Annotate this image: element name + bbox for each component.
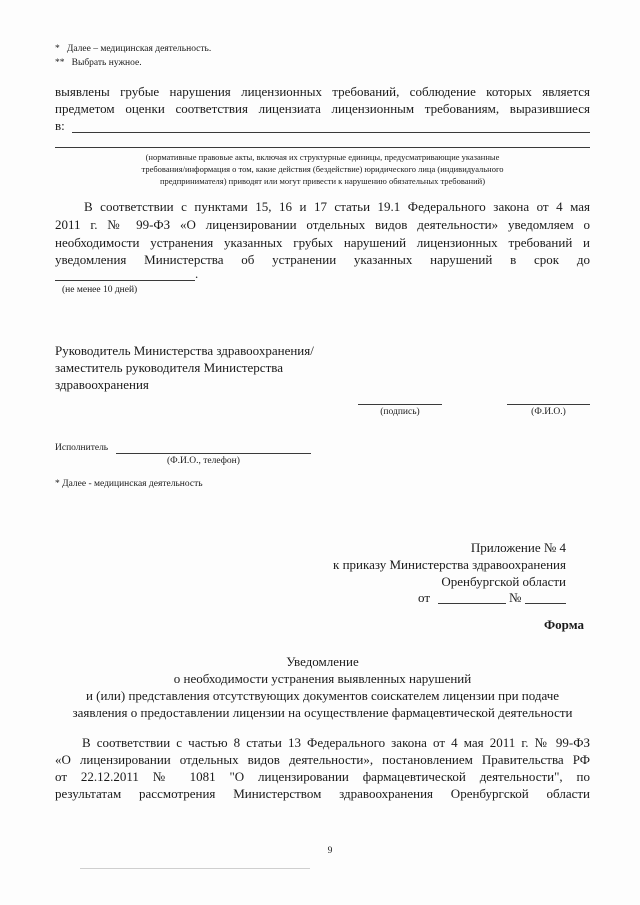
notice-title: Уведомление [286, 654, 359, 669]
para3-line4: результатам рассмотрения Министерством здравоохранения Оренбургской области [55, 786, 590, 801]
para2-line4: уведомления Министерства об устранении указанных нарушений в срок до [55, 252, 590, 267]
appendix-line1: Приложение № 4 [470, 540, 566, 555]
appendix-date-line [438, 603, 506, 604]
footnote-bottom: * Далее - медицинская деятельность [55, 479, 203, 489]
executor-line [116, 453, 311, 454]
head-line2: заместитель руководителя Министерства [55, 360, 283, 375]
signature-line [358, 404, 442, 405]
footnote-medical: * Далее – медицинская деятельность. [55, 44, 212, 54]
para1-line2: предметом оценки соответствия лицензиата лицензионным требованиям, выразившиеся [55, 101, 590, 116]
deadline-period: . [195, 266, 199, 281]
fio-label: (Ф.И.О.) [531, 407, 566, 417]
notice-subtitle-line1: о необходимости устранения выявленных нарушений [173, 671, 472, 686]
head-line1: Руководитель Министерства здравоохранения/ [55, 343, 314, 358]
violations-blank-line [72, 132, 590, 133]
para1-line1: выявлены грубые нарушения лицензионных требований, соблюдение которых является [55, 84, 590, 99]
violations-blank-line-2 [55, 147, 590, 148]
footnote-choose: ** Выбрать нужное. [55, 58, 142, 68]
deadline-blank-line [55, 280, 195, 281]
para2-line2: 2011 г. № 99-ФЗ «О лицензировании отдельных видов деятельности» уведомляем о [55, 217, 590, 232]
scan-edge-line [80, 868, 310, 869]
executor-note: (Ф.И.О., телефон) [167, 456, 240, 466]
para3-line2: «О лицензировании отдельных видов деятельности», постановлением Правительства РФ [55, 752, 590, 767]
note1-line2: требования/информация о том, какие действия (бездействие) юридического лица (индивидуального [141, 164, 504, 174]
appendix-date-prefix: от [418, 590, 431, 605]
notice-subtitle-line2: и (или) представления отсутствующих документов соискателем лицензии при подаче [85, 688, 560, 703]
form-label: Форма [544, 617, 584, 632]
para2-line1: В соответствии с пунктами 15, 16 и 17 статьи 19.1 Федерального закона от 4 мая [84, 199, 590, 214]
note1-line3: предпринимателя) приводят или могут привести к нарушению обязательных требований) [159, 176, 486, 186]
para1-line3: в: [55, 118, 65, 133]
note1-line1: (нормативные правовые акты, включая их структурные единицы, предусматривающие указанные [145, 152, 500, 162]
fio-line [507, 404, 590, 405]
page-number: 9 [327, 846, 333, 856]
deadline-note: (не менее 10 дней) [62, 285, 138, 295]
head-line3: здравоохранения [55, 377, 149, 392]
executor-label: Исполнитель [55, 443, 109, 453]
para3-line1: В соответствии с частью 8 статьи 13 Федерального закона от 4 мая 2011 г. № 99-ФЗ [82, 735, 590, 750]
appendix-number-prefix: № [509, 590, 522, 605]
para2-line3: необходимости устранения указанных грубых нарушений лицензионных требований и [55, 235, 590, 250]
appendix-line3: Оренбургской области [441, 574, 566, 589]
notice-subtitle-line3: заявления о предоставлении лицензии на осуществление фармацевтической деятельности [72, 705, 573, 720]
signature-label: (подпись) [380, 407, 420, 417]
appendix-number-line [525, 603, 566, 604]
para3-line3: от 22.12.2011 № 1081 "О лицензировании фармацевтической деятельности", по [55, 769, 590, 784]
appendix-line2: к приказу Министерства здравоохранения [333, 557, 566, 572]
